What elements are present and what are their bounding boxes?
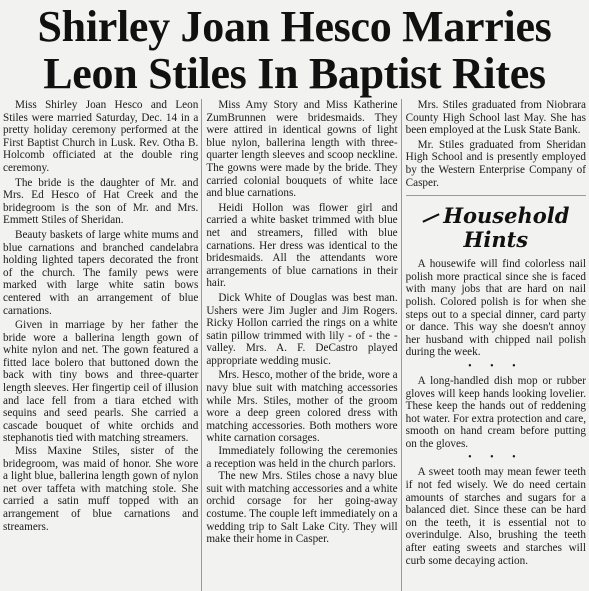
hint-separator: • • •	[468, 360, 524, 372]
household-hints-title: Household Hints	[443, 203, 570, 253]
article-columns	[3, 99, 586, 591]
hint-separator: • • •	[468, 452, 524, 464]
paragraph: The bride is the daughter of Mr. and Mrs. Ed Hesco of Hat Creek and the bridegroom is the son of Mr. and Mrs. Emmett Stiles of Sheridan.	[3, 176, 199, 227]
household-hints-heading	[406, 204, 586, 252]
hint-paragraph: A long-handled dish mop or rubber gloves will keep hands looking lovelier. These keep the hands out of reddening hot water. For extra protection and care, smooth on hand cream before putting on the gloves.	[405, 374, 586, 450]
paragraph: Mr. Stiles graduated from Sheridan High School and is presently employed by the Western Enterprise Company of Casper.	[405, 138, 586, 189]
paragraph: Given in marriage by her father the bride wore a ballerina length gown of white nylon and net. The gown featured a fitted lace bolero that buttoned down the back with tiny bows and three-quarter length sleeves. Her fingertip ceil of illusion and lace fell from a tiara etched with sequins and seed pearls. She carried a cascade bouquet of white orchids and stephanotis tied with matching streamers.	[3, 319, 199, 445]
paragraph: Dick White of Douglas was best man. Ushers were Jim Jugler and Jim Rogers. Ricky Hollon carried the rings on a white satin pillow trimmed with lily - of - the - valley. Mrs. A. F. DeCastro played appropriate wedding music.	[206, 291, 398, 367]
hint-paragraph: A sweet tooth may mean fewer teeth if not fed wisely. We do need certain amounts of starches and sugars for a balanced diet. Since these can be hard on the teeth, it is essential not to overindulge. Also, brushing the teeth after eating sweets and starches will curb some decaying action.	[405, 466, 586, 567]
paragraph: Immediately following the ceremonies a reception was held in the church parlors.	[206, 445, 398, 470]
hint-paragraph: A housewife will find colorless nail polish more practical since she is faced with many jobs that are hard on nail polish. Colored polish is for when she steps out to a special dinner, card party or dance. This way she doesn't annoy her husband with chipped nail polish during the week.	[405, 258, 586, 359]
paragraph: Miss Shirley Joan Hesco and Leon Stiles were married Saturday, Dec. 14 in a pretty holiday ceremony performed at the First Baptist Church in Lusk. Rev. Otha B. Holcomb officiated at the double ring ceremony.	[3, 99, 199, 174]
column-divider	[406, 195, 586, 196]
paragraph: Mrs. Stiles graduated from Niobrara County High School last May. She has been employed at the Lusk State Bank.	[405, 99, 586, 137]
headline-line-1: Shirley Joan Hesco Marries	[37, 2, 552, 51]
paragraph: Mrs. Hesco, mother of the bride, wore a navy blue suit with matching accessories while Mrs. Stiles, mother of the groom wore a deep green colored dress with matching accessories. Both mothers wore white carnation corsages.	[206, 369, 398, 445]
column-1	[3, 99, 202, 591]
paragraph: Miss Maxine Stiles, sister of the bridegroom, was maid of honor. She wore a light blue, ballerina length gown of nylon net over taffeta with matching stole. She carried a satin muff topped with an arrangement of blue carnations and streamers.	[3, 445, 199, 533]
paragraph: Heidi Hollon was flower girl and carried a white basket trimmed with blue net and streamers, filled with blue carnations. Her dress was identical to the bridesmaids. All the attendants wore arrangements of blue carnations in their hair.	[206, 201, 398, 290]
column-3	[402, 99, 586, 591]
headline-line-2: Leon Stiles In Baptist Rites	[43, 49, 546, 98]
column-2	[202, 99, 401, 591]
paragraph: Miss Amy Story and Miss Katherine ZumBrunnen were bridesmaids. They were attired in identical gowns of light blue nylon, ballerina length with three-quarter length sleeves and scoop neckline. The gowns were made by the bride. They carried colonial bouquets of white lace and blue carnations.	[206, 99, 398, 200]
paragraph: Beauty baskets of large white mums and blue carnations and branched candelabra holding lighted tapers decorated the front of the church. The family pews were marked with large white satin bows centered with an arrangement of blue carnations.	[3, 228, 199, 317]
flourish-icon	[423, 213, 440, 222]
paragraph: The new Mrs. Stiles chose a navy blue suit with matching accessories and a white orchid corsage for her going-away costume. The couple left immediately on a wedding trip to Salt Lake City. They will make their home in Casper.	[206, 470, 398, 546]
